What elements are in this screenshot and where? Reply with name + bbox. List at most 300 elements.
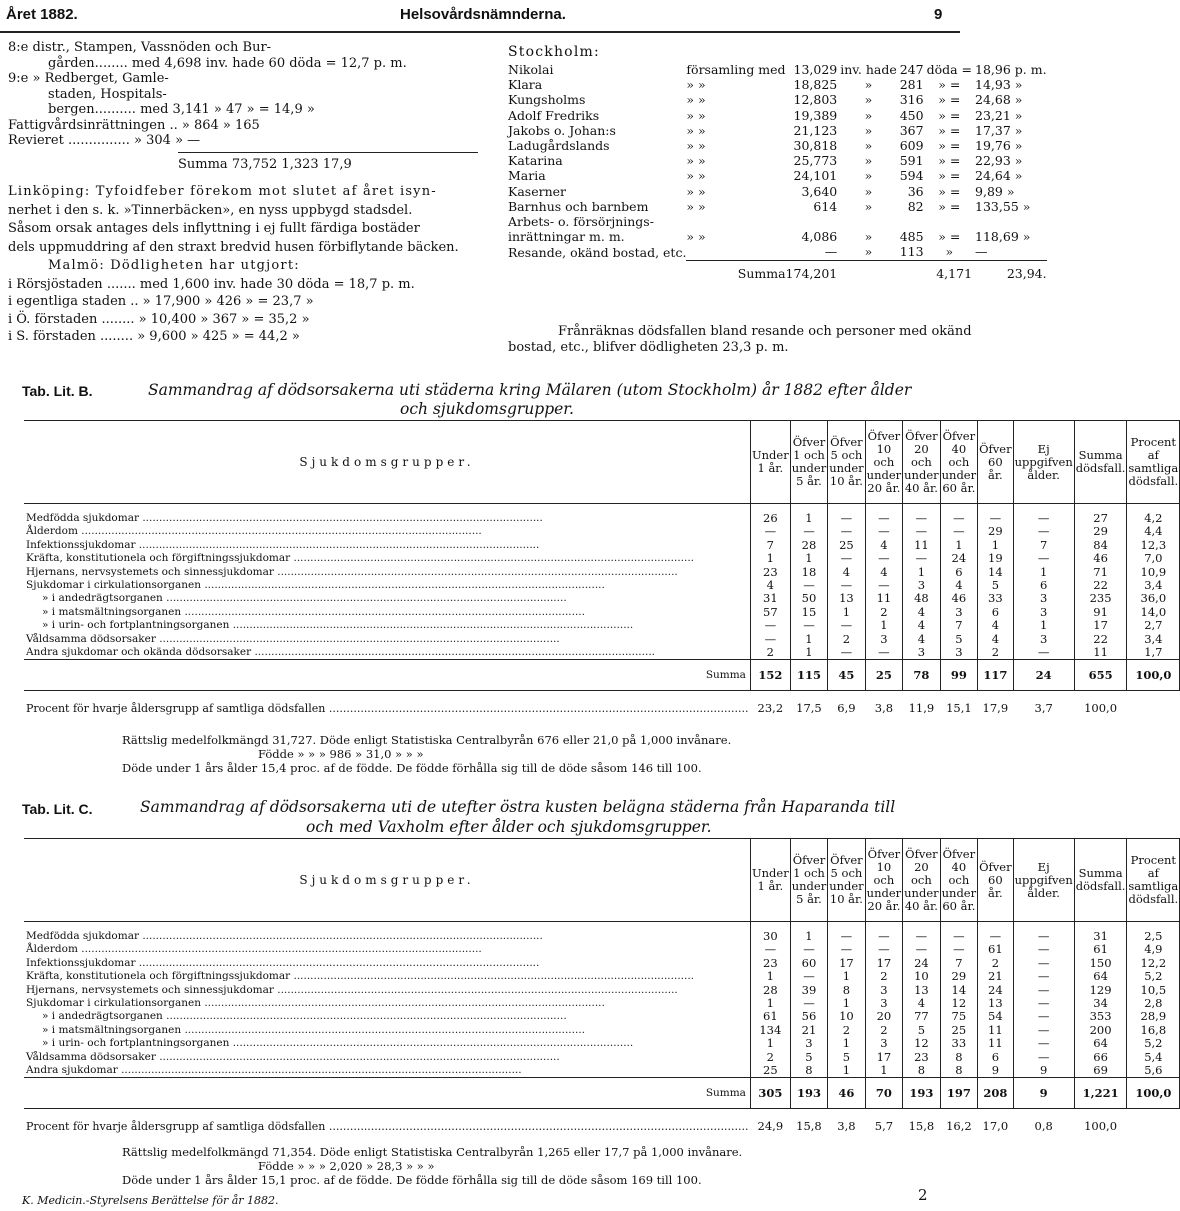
stockholm-cell: [972, 214, 1047, 229]
table-cell: 25: [828, 539, 865, 552]
table-cell: —: [865, 512, 902, 525]
table-cell: 1: [828, 1064, 865, 1078]
table-cell: 27: [1074, 512, 1127, 525]
stockholm-cell: » =: [938, 183, 961, 199]
stockholm-cell: 24,64 »: [975, 168, 1023, 184]
table-cell: —: [1013, 1051, 1074, 1064]
percent-cell: 15,1: [946, 701, 972, 716]
table-cell: 8: [828, 984, 865, 997]
stockholm-cell: [924, 214, 972, 229]
table-cell: —: [865, 579, 902, 592]
column-header: Öfver 60 år.: [978, 421, 1013, 504]
row-label: Ålderdom ........................................................................................................................: [26, 525, 482, 538]
summa-row: [24, 1078, 1180, 1109]
table-cell: 13: [903, 984, 940, 997]
table-cell: 17: [828, 957, 865, 970]
table-cell: —: [750, 619, 790, 632]
table-cell: —: [865, 525, 902, 538]
stockholm-cell: 594: [899, 168, 924, 184]
table-cell: —: [1013, 957, 1074, 970]
column-header: Procent af samtliga dödsfall.: [1127, 421, 1180, 504]
table-cell: —: [903, 525, 940, 538]
table-cell: 235: [1074, 592, 1127, 605]
stockholm-cell: 614: [813, 198, 838, 214]
running-header-year: Året 1882.: [6, 6, 78, 23]
stockholm-cell: 9,89 »: [975, 183, 1015, 199]
row-label: » i matsmältningsorganen ........................................................................................................................: [42, 1023, 585, 1036]
table-cell: 56: [790, 1010, 827, 1023]
summa-cell: 193: [903, 1078, 940, 1109]
malmo-line: i S. förstaden ........ » 9,600 » 425 » = 44,2 »: [8, 329, 300, 344]
table-cell: 54: [978, 1010, 1013, 1023]
table-cell: 64: [1074, 970, 1127, 983]
table-cell: 1: [865, 619, 902, 632]
stockholm-cell: » »: [686, 92, 706, 108]
table-cell: 22: [1074, 579, 1127, 592]
table-cell: 1: [790, 512, 827, 525]
header-rule: [0, 31, 960, 33]
table-cell: 25: [750, 1064, 790, 1078]
stockholm-row: [508, 92, 1047, 107]
table-cell: 3: [865, 984, 902, 997]
summa-cell: 78: [903, 660, 940, 691]
table-header-row: [24, 421, 1180, 504]
summa-cell: 100,0: [1127, 660, 1180, 691]
stockholm-row: [508, 77, 1047, 92]
percent-cell: 17,9: [982, 701, 1009, 716]
table-cell: 2: [828, 633, 865, 646]
table-cell: —: [828, 646, 865, 660]
table-row: [24, 1010, 1180, 1023]
table-cell: 4: [903, 606, 940, 619]
stockholm-row: [508, 62, 1047, 77]
stockholm-cell: 82: [907, 198, 924, 214]
table-cell: 5: [940, 633, 977, 646]
stockholm-cell: » =: [938, 229, 961, 245]
stockholm-cell: »: [864, 229, 873, 245]
malmo-line: i Ö. förstaden ........ » 10,400 » 367 » = 35,2 »: [8, 311, 310, 327]
table-cell: 5: [790, 1051, 827, 1064]
stockholm-summa-row: [508, 260, 1047, 281]
stockholm-cell: 21,123: [793, 122, 838, 138]
table-cell: 1: [865, 1064, 902, 1078]
table-cell: 8: [940, 1064, 977, 1078]
summa-cell: 208: [978, 1078, 1013, 1109]
table-row: [24, 552, 1180, 565]
stockholm-cell: Kaserner: [508, 183, 567, 199]
table-cell: 1: [940, 539, 977, 552]
table-cell: 3: [1013, 633, 1074, 646]
table-cell: 11: [978, 1024, 1013, 1037]
table-cell: 4: [903, 633, 940, 646]
row-label: Infektionssjukdomar ........................................................................................................................: [26, 538, 540, 551]
stockholm-summa-cell: [508, 260, 686, 281]
table-cell: —: [940, 512, 977, 525]
table-cell: 150: [1074, 957, 1127, 970]
table-cell: —: [828, 512, 865, 525]
district-line: 8:e distr., Stampen, Vassnöden och Bur-: [8, 40, 272, 55]
stockholm-cell: 24,101: [793, 168, 838, 184]
table-cell: 29: [1074, 525, 1127, 538]
table-cell: 1: [828, 606, 865, 619]
table-cell: —: [903, 512, 940, 525]
summa-cell: 99: [940, 660, 977, 691]
table-row: [24, 539, 1180, 552]
percent-cell: 3,8: [874, 701, 894, 716]
table-cell: 23: [750, 566, 790, 579]
table-c-foot: Rättslig medelfolkmängd 71,354. Döde enligt Statistiska Centralbyrån 1,265 eller 17,7 på 1,000 invånare.: [122, 1145, 743, 1159]
stockholm-cell: Maria: [508, 168, 546, 184]
table-cell: 4: [903, 997, 940, 1010]
stockholm-summa-cell: 174,201: [786, 260, 838, 281]
table-cell: 16,8: [1127, 1024, 1180, 1037]
table-b-foot: Rättslig medelfolkmängd 31,727. Döde enligt Statistiska Centralbyrån 676 eller 21,0 på 1,000 invånare.: [122, 733, 732, 747]
table-cell: 11: [903, 539, 940, 552]
percent-cell: 23,2: [757, 701, 784, 716]
table-cell: 1: [828, 1037, 865, 1050]
table-cell: 13: [978, 997, 1013, 1010]
stockholm-summa-cell: 23,94.: [972, 260, 1047, 281]
table-cell: 61: [750, 1010, 790, 1023]
stockholm-cell: 22,93 »: [975, 153, 1023, 169]
stockholm-cell: 30,818: [793, 138, 838, 154]
table-cell: 4: [903, 619, 940, 632]
summa-cell: 115: [790, 660, 827, 691]
linkoping-block: [8, 184, 478, 345]
table-cell: 25: [940, 1024, 977, 1037]
stockholm-cell: Jakobs o. Johan:s: [508, 122, 616, 138]
district-line: Revieret ............... » 304 » —: [8, 133, 201, 148]
table-cell: 17: [1074, 619, 1127, 632]
percent-cell: 6,9: [837, 701, 856, 716]
row-label: Infektionssjukdomar ........................................................................................................................: [26, 956, 540, 969]
table-cell: —: [1013, 997, 1074, 1010]
table-cell: 5,4: [1127, 1051, 1180, 1064]
summa-cell: 100,0: [1127, 1078, 1180, 1109]
stockholm-row: [508, 229, 1047, 244]
table-row: [24, 1024, 1180, 1037]
stockholm-row: [508, 184, 1047, 199]
table-cell: 24: [978, 984, 1013, 997]
table-cell: —: [1013, 930, 1074, 943]
column-header: Öfver 1 och under 5 år.: [790, 839, 827, 922]
stockholm-row: [508, 168, 1047, 183]
row-label: » i andedrägtsorganen ........................................................................................................................: [42, 1010, 567, 1023]
summa-row: [24, 660, 1180, 691]
stockholm-cell: Nikolai: [508, 62, 554, 77]
table-cell: 31: [1074, 930, 1127, 943]
table-cell: 5: [903, 1024, 940, 1037]
summa-cell: 655: [1074, 660, 1127, 691]
table-cell: —: [828, 619, 865, 632]
stockholm-cell: 133,55 »: [975, 198, 1031, 214]
table-cell: 11: [978, 1037, 1013, 1050]
table-row: [24, 592, 1180, 605]
table-cell: —: [1013, 525, 1074, 538]
table-cell: 7: [940, 619, 977, 632]
stockholm-cell: 18,96 p. m.: [975, 62, 1047, 77]
table-cell: 1: [1013, 566, 1074, 579]
table-cell: —: [903, 943, 940, 956]
table-cell: —: [865, 552, 902, 565]
table-cell: 50: [790, 592, 827, 605]
table-cell: 3: [865, 633, 902, 646]
table-cell: —: [903, 552, 940, 565]
table-cell: —: [1013, 970, 1074, 983]
stockholm-cell: [686, 244, 785, 260]
table-cell: 8: [903, 1064, 940, 1078]
stockholm-note: [508, 324, 972, 355]
stockholm-cell: inrättningar m. m.: [508, 229, 625, 245]
page-number: 9: [934, 6, 943, 23]
stockholm-cell: 14,93 »: [975, 77, 1023, 93]
table-row: [24, 1037, 1180, 1050]
summa-cell: 117: [978, 660, 1013, 691]
table-cell: 48: [903, 592, 940, 605]
stockholm-cell: »: [864, 153, 873, 169]
stockholm-cell: 118,69 »: [975, 229, 1031, 245]
stockholm-row: [508, 108, 1047, 123]
table-row: [24, 512, 1180, 525]
note-line: bostad, etc., blifver dödligheten 23,3 p. m.: [508, 339, 789, 355]
table-cell: 22: [1074, 633, 1127, 646]
table-cell: 4: [865, 566, 902, 579]
table-cell: 7: [750, 539, 790, 552]
table-cell: 4: [828, 566, 865, 579]
stockholm-cell: [786, 214, 838, 229]
summa-cell: 24: [1013, 660, 1074, 691]
stockholm-cell: » =: [938, 107, 961, 123]
table-cell: —: [828, 552, 865, 565]
table-cell: 8: [790, 1064, 827, 1078]
stockholm-cell: [897, 214, 924, 229]
stockholm-row: [508, 153, 1047, 168]
table-cell: —: [940, 943, 977, 956]
table-cell: 2: [978, 646, 1013, 660]
percent-cell: 15,8: [796, 1119, 822, 1134]
percent-cell: [1127, 1109, 1180, 1134]
malmo-line: i egentliga staden .. » 17,900 » 426 » = 23,7 »: [8, 294, 314, 309]
table-cell: 5,6: [1127, 1064, 1180, 1078]
column-header: Öfver 60 år.: [978, 839, 1013, 922]
table-cell: 9: [1013, 1064, 1074, 1078]
stockholm-cell: —: [975, 244, 988, 260]
malmo-heading: Malmö: Dödligheten har utgjort:: [48, 258, 300, 273]
column-header: Öfver 5 och under 10 år.: [828, 839, 865, 922]
stockholm-cell: 25,773: [793, 153, 838, 169]
table-cell: 19: [978, 552, 1013, 565]
table-cell: 29: [978, 525, 1013, 538]
table-cell: 4,4: [1127, 525, 1180, 538]
table-cell: —: [790, 970, 827, 983]
row-label: Sjukdomar i cirkulationsorganen ........................................................................................................................: [26, 997, 605, 1010]
table-cell: 84: [1074, 539, 1127, 552]
linkoping-line: nerhet i den s. k. »Tinnerbäcken», en nyss uppbygd stadsdel.: [8, 202, 413, 218]
table-c: [24, 838, 1180, 1133]
table-row: [24, 1064, 1180, 1078]
table-cell: —: [828, 525, 865, 538]
stockholm-cell: Kungsholms: [508, 92, 586, 108]
table-cell: 28: [790, 539, 827, 552]
summa-cell: 25: [865, 660, 902, 691]
row-label: Medfödda sjukdomar ........................................................................................................................: [26, 512, 543, 524]
table-cell: 1: [903, 566, 940, 579]
stockholm-cell: 18,825: [793, 77, 838, 93]
row-label: Medfödda sjukdomar ........................................................................................................................: [26, 930, 543, 942]
table-cell: 57: [750, 606, 790, 619]
column-header: Ej uppgifven ålder.: [1013, 839, 1074, 922]
table-cell: 11: [1074, 646, 1127, 660]
table-b-caption-2: och sjukdomsgrupper.: [400, 400, 574, 418]
table-cell: 30: [750, 930, 790, 943]
table-cell: —: [790, 619, 827, 632]
stockholm-cell: 281: [899, 77, 924, 93]
stockholm-cell: » =: [938, 153, 961, 169]
table-cell: 2: [750, 1051, 790, 1064]
table-cell: 3: [903, 646, 940, 660]
table-cell: 11: [865, 592, 902, 605]
district-line: Fattigvårdsinrättningen .. » 864 » 165: [8, 117, 260, 133]
row-label: Ålderdom ........................................................................................................................: [26, 943, 482, 956]
column-header: Summa dödsfall.: [1074, 421, 1127, 504]
table-cell: 23: [750, 957, 790, 970]
table-cell: 2: [865, 1024, 902, 1037]
table-cell: 1,7: [1127, 646, 1180, 660]
table-cell: —: [903, 930, 940, 943]
table-c-caption-2: och med Vaxholm efter ålder och sjukdomsgrupper.: [306, 818, 712, 836]
table-b: [24, 420, 1180, 715]
table-cell: 17: [865, 1051, 902, 1064]
column-header: Under 1 år.: [750, 421, 790, 504]
stockholm-cell: » »: [686, 198, 706, 214]
stockholm-cell: 609: [899, 138, 924, 154]
signature-mark: 2: [918, 1186, 928, 1204]
table-cell: 28: [750, 984, 790, 997]
stockholm-cell: 17,37 »: [975, 122, 1023, 138]
table-cell: 6: [978, 1051, 1013, 1064]
column-header: Öfver 20 och under 40 år.: [903, 839, 940, 922]
stockholm-cell: » =: [938, 77, 961, 93]
stockholm-cell: » =: [938, 122, 961, 138]
summa-cell: 1,221: [1074, 1078, 1127, 1109]
row-label: Våldsamma dödsorsaker ........................................................................................................................: [26, 1050, 560, 1063]
column-header: Under 1 år.: [750, 839, 790, 922]
table-cell: 1: [750, 970, 790, 983]
column-header-group: Sjukdomsgrupper.: [24, 839, 750, 922]
stockholm-cell: 12,803: [793, 92, 838, 108]
summa-label: Summa: [24, 660, 750, 691]
table-cell: 7,0: [1127, 552, 1180, 565]
table-cell: 9: [978, 1064, 1013, 1078]
table-cell: 2: [865, 606, 902, 619]
table-cell: 3: [1013, 592, 1074, 605]
table-cell: 46: [1074, 552, 1127, 565]
table-cell: 60: [790, 957, 827, 970]
stockholm-cell: —: [824, 244, 838, 260]
table-b-foot: Döde under 1 års ålder 15,4 proc. af de födde. De födde förhålla sig till de döde såsom 146 till 100.: [122, 761, 702, 775]
norrkoping-block: [8, 40, 478, 172]
table-cell: 26: [750, 512, 790, 525]
table-cell: 3,4: [1127, 633, 1180, 646]
table-row: [24, 606, 1180, 619]
column-header: Öfver 10 och under 20 år.: [865, 421, 902, 504]
column-header: Procent af samtliga dödsfall.: [1127, 839, 1180, 922]
table-cell: 61: [1074, 943, 1127, 956]
summa-cell: 70: [865, 1078, 902, 1109]
stockholm-cell: » »: [686, 153, 706, 169]
table-cell: 12: [940, 997, 977, 1010]
stockholm-cell: 19,389: [793, 107, 838, 123]
stockholm-cell: » »: [686, 107, 706, 123]
stockholm-cell: »: [864, 138, 873, 154]
table-cell: 3: [865, 1037, 902, 1050]
table-cell: 10,9: [1127, 566, 1180, 579]
stockholm-cell: » »: [686, 122, 706, 138]
column-header: Öfver 40 och under 60 år.: [940, 839, 977, 922]
stockholm-cell: Barnhus och barnbem: [508, 198, 649, 214]
table-cell: 4,2: [1127, 512, 1180, 525]
summa-cell: 193: [790, 1078, 827, 1109]
table-c-caption: Sammandrag af dödsorsakerna uti de utefter östra kusten belägna städerna från Haparanda till: [140, 798, 896, 816]
stockholm-cell: inv. hade: [840, 62, 897, 77]
stockholm-cell: »: [864, 198, 873, 214]
table-cell: —: [940, 930, 977, 943]
table-cell: 200: [1074, 1024, 1127, 1037]
table-c-foot: Födde » » » 2,020 » 28,3 » » »: [258, 1159, 435, 1173]
table-cell: —: [750, 525, 790, 538]
table-cell: 21: [978, 970, 1013, 983]
table-cell: 2: [865, 970, 902, 983]
table-cell: 29: [940, 970, 977, 983]
stockholm-cell: Resande, okänd bostad, etc.: [508, 244, 687, 260]
table-cell: 15: [790, 606, 827, 619]
stockholm-cell: »: [864, 77, 873, 93]
stockholm-cell: »: [864, 244, 873, 260]
district-line: staden, Hospitals-: [48, 86, 167, 102]
table-cell: 6: [940, 566, 977, 579]
stockholm-cell: Adolf Fredriks: [508, 107, 600, 123]
table-cell: —: [828, 579, 865, 592]
table-cell: 134: [750, 1024, 790, 1037]
table-cell: 3: [865, 997, 902, 1010]
stockholm-cell: » »: [686, 168, 706, 184]
table-cell: 39: [790, 984, 827, 997]
percent-cell: 17,5: [796, 701, 822, 716]
table-row: [24, 566, 1180, 579]
table-cell: 36,0: [1127, 592, 1180, 605]
percent-cell: [1127, 691, 1180, 716]
table-cell: —: [865, 943, 902, 956]
row-label: Andra sjukdomar och okända dödsorsaker ........................................................................................................................: [26, 646, 655, 659]
table-cell: —: [828, 930, 865, 943]
row-label: Kräfta, konstitutionela och förgiftningssjukdomar ........................................................................................................................: [26, 970, 695, 983]
table-cell: 23: [903, 1051, 940, 1064]
stockholm-cell: 450: [899, 107, 924, 123]
row-label: Andra sjukdomar ........................................................................................................................: [26, 1064, 522, 1077]
stockholm-cell: »: [864, 122, 873, 138]
stockholm-cell: [686, 214, 785, 229]
row-label: » i urin- och fortplantningsorganen ........................................................................................................................: [42, 619, 634, 632]
table-cell: 24: [903, 957, 940, 970]
linkoping-line: Linköping: Tyfoidfeber förekom mot slutet af året isyn-: [8, 184, 437, 199]
stockholm-row: [508, 214, 1047, 229]
table-cell: 12: [903, 1037, 940, 1050]
stockholm-cell: 36: [907, 183, 924, 199]
table-cell: 12,2: [1127, 957, 1180, 970]
table-cell: 14,0: [1127, 606, 1180, 619]
note-line: Frånräknas dödsfallen bland resande och personer med okänd: [558, 324, 972, 339]
table-cell: 1: [750, 997, 790, 1010]
